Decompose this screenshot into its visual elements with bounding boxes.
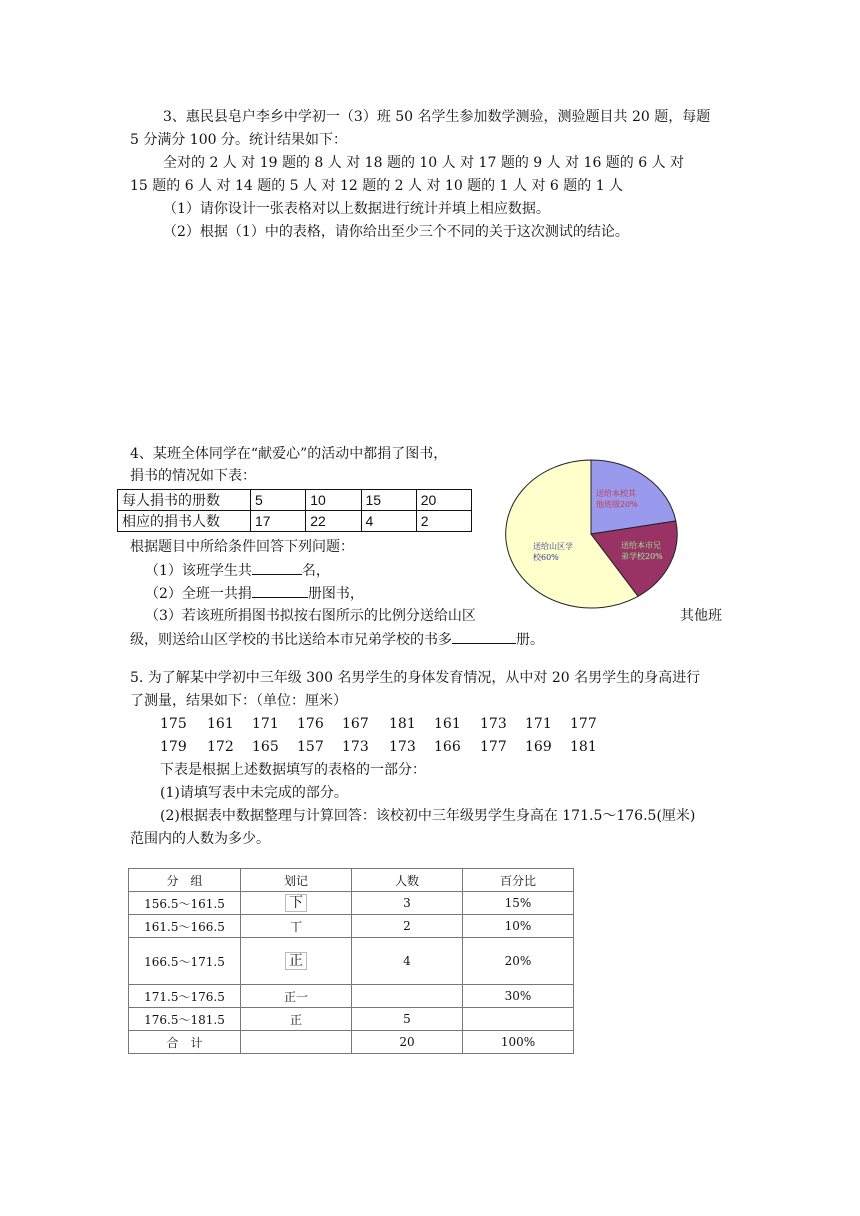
table-row <box>118 490 472 511</box>
q4-table <box>117 489 472 532</box>
answer-blank[interactable] <box>252 560 302 575</box>
height-value: 176 <box>297 716 324 732</box>
q3-sub2: （2）根据（1）中的表格，请你给出至少三个不同的关于这次测试的结论。 <box>163 224 629 240</box>
table-cell: 161.5～166.5 <box>129 915 241 938</box>
table-cell: 4 <box>361 511 416 532</box>
q4-part4-text: 级，则送给山区学校的书比送给本市兄弟学校的书多 <box>130 632 452 648</box>
table-cell: 100% <box>463 1031 574 1054</box>
q5-sub2: (2)根据表中数据整理与计算回答：该校初中三年级男学生身高在 171.5～176.5(厘米) <box>160 808 696 824</box>
answer-cell[interactable] <box>352 985 463 1008</box>
q4-part2 <box>145 583 364 604</box>
pie-label-b1: 送给本市兄 <box>621 541 661 550</box>
donation-pie-chart <box>500 452 682 616</box>
height-value: 177 <box>480 739 507 755</box>
table-row <box>129 938 574 985</box>
height-value: 181 <box>389 716 416 732</box>
q4-part1-tail: 名， <box>301 563 330 579</box>
table-row <box>129 985 574 1008</box>
height-value: 173 <box>389 739 416 755</box>
table-cell: 5 <box>251 490 306 511</box>
tally-cell: 正一 <box>241 985 352 1008</box>
q4-part1-text: （1）该班学生共 <box>145 563 252 579</box>
pie-label-a2: 他班级20% <box>596 500 638 509</box>
height-value: 175 <box>160 716 187 732</box>
table-cell: 166.5～171.5 <box>129 938 241 985</box>
table-row <box>129 1008 574 1031</box>
q5-line1: 5. 为了解某中学初中三年级 300 名男学生的身体发育情况，从中对 20 名男学生的身高进行 <box>130 670 701 686</box>
tally-mark: 正 <box>285 952 307 970</box>
table-cell: 22 <box>306 511 361 532</box>
table-cell: 合 计 <box>129 1031 241 1054</box>
answer-blank[interactable] <box>252 583 308 598</box>
q4-line2: 捐书的情况如下表： <box>130 468 256 484</box>
tally-cell: 正 <box>241 1008 352 1031</box>
table-row <box>129 1031 574 1054</box>
height-value: 167 <box>342 716 369 732</box>
height-value: 177 <box>570 716 597 732</box>
q4-part4-tail: 册。 <box>516 632 544 648</box>
table-cell: 每人捐书的册数 <box>118 490 251 511</box>
pie-label-a1: 送给本校其 <box>596 489 636 498</box>
tally-cell <box>241 938 352 985</box>
q3-sub1: （1）请你设计一张表格对以上数据进行统计并填上相应数据。 <box>163 201 550 217</box>
column-header: 百分比 <box>463 869 574 892</box>
height-value: 181 <box>570 739 597 755</box>
table-cell: 176.5～181.5 <box>129 1008 241 1031</box>
height-value: 166 <box>434 739 461 755</box>
q5-line2: 了测量，结果如下：（单位：厘米） <box>130 693 347 709</box>
table-row <box>118 511 472 532</box>
answer-blank[interactable] <box>452 629 516 644</box>
height-value: 173 <box>480 716 507 732</box>
q4-intro: 根据题目中所给条件回答下列问题： <box>130 539 354 555</box>
q4-part2-text: （2）全班一共捐 <box>145 586 252 602</box>
q3-line4: 15 题的 6 人 对 14 题的 5 人 对 12 题的 2 人 对 10 题的 1 人 对 6 题的 1 人 <box>130 178 624 194</box>
q4-part3: （3）若该班所捐图书拟按右图所示的比例分送给山区 <box>145 608 476 624</box>
table-cell: 2 <box>416 511 471 532</box>
q3-line3: 全对的 2 人 对 19 题的 8 人 对 18 题的 10 人 对 17 题的 9 人 对 16 题的 6 人 对 <box>163 155 685 171</box>
q3-line2: 5 分满分 100 分。统计结果如下： <box>130 132 347 148</box>
tally-mark: 下 <box>285 894 307 912</box>
table-cell: 相应的捐书人数 <box>118 511 251 532</box>
pie-label-c1: 送给山区学 <box>533 542 573 551</box>
table-cell: 5 <box>352 1008 463 1031</box>
table-cell: 20% <box>463 938 574 985</box>
table-cell: 30% <box>463 985 574 1008</box>
table-row <box>129 915 574 938</box>
height-value: 161 <box>207 716 234 732</box>
height-value: 169 <box>525 739 552 755</box>
height-value: 157 <box>297 739 324 755</box>
q5-desc: 下表是根据上述数据填写的表格的一部分： <box>160 762 426 778</box>
height-value: 165 <box>252 739 279 755</box>
answer-cell[interactable] <box>241 1031 352 1054</box>
pie-label-c2: 校60% <box>533 553 559 562</box>
height-value: 161 <box>434 716 461 732</box>
table-cell: 171.5～176.5 <box>129 985 241 1008</box>
tally-cell <box>241 892 352 915</box>
height-value: 172 <box>207 739 234 755</box>
table-cell: 156.5～161.5 <box>129 892 241 915</box>
table-cell: 15 <box>361 490 416 511</box>
q4-line1: 4、某班全体同学在“献爱心”的活动中都捐了图书， <box>130 446 448 462</box>
column-header: 划记 <box>241 869 352 892</box>
q5-sub1: (1)请填写表中未完成的部分。 <box>160 785 348 801</box>
height-value: 173 <box>342 739 369 755</box>
height-value: 171 <box>525 716 552 732</box>
table-cell: 20 <box>416 490 471 511</box>
height-value: 171 <box>252 716 279 732</box>
q5-sub3: 范围内的人数为多少。 <box>130 831 270 847</box>
q4-part4 <box>130 629 544 650</box>
table-cell: 2 <box>352 915 463 938</box>
table-cell: 10 <box>306 490 361 511</box>
q5-table <box>128 868 574 1054</box>
q4-part3-tail: 其他班 <box>680 608 722 624</box>
table-cell: 3 <box>352 892 463 915</box>
column-header: 人数 <box>352 869 463 892</box>
q4-part2-tail: 册图书， <box>307 586 364 602</box>
table-cell: 10% <box>463 915 574 938</box>
table-cell: 17 <box>251 511 306 532</box>
tally-cell: 丅 <box>241 915 352 938</box>
height-value: 179 <box>160 739 187 755</box>
column-header: 分 组 <box>129 869 241 892</box>
table-header-row <box>129 869 574 892</box>
table-cell: 4 <box>352 938 463 985</box>
table-row <box>129 892 574 915</box>
pie-label-b2: 弟学校20% <box>621 552 663 561</box>
q4-part1 <box>145 560 330 581</box>
table-cell: 15% <box>463 892 574 915</box>
q3-line1: 3、惠民县皂户李乡中学初一（3）班 50 名学生参加数学测验，测验题目共 20 题，每题 <box>163 109 711 125</box>
table-cell: 20 <box>352 1031 463 1054</box>
answer-cell[interactable] <box>463 1008 574 1031</box>
